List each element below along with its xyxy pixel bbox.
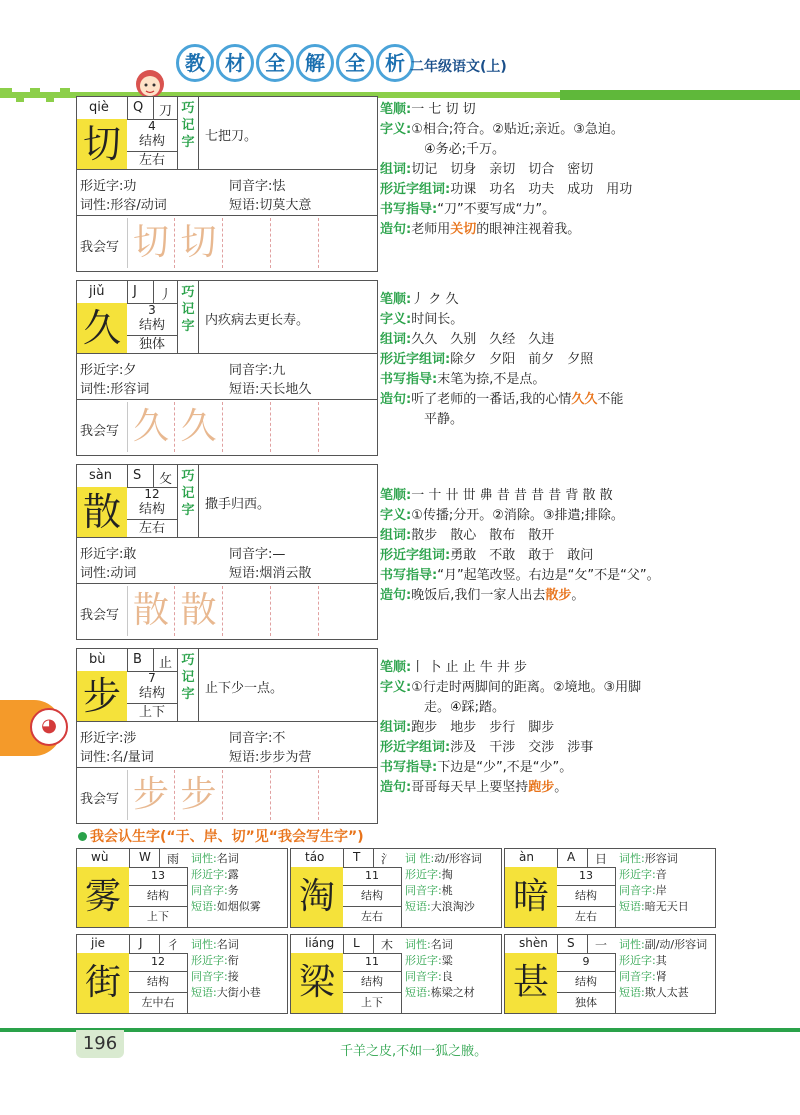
meaning-label: 字义:	[380, 508, 412, 523]
writing-tip-label: 书写指导:	[380, 202, 438, 217]
pinyin-row	[77, 97, 177, 119]
char-entry-3	[76, 648, 378, 824]
card-pinyin-row	[77, 935, 187, 954]
pos-label: 词性:	[405, 938, 431, 951]
stroke-count: 7	[148, 671, 156, 685]
pos-value: 副/动/形容词	[644, 938, 708, 951]
card-info	[405, 937, 501, 1001]
stroke-count: 13	[557, 867, 615, 886]
similar-value: 粱	[441, 954, 453, 967]
words: 跑步 地步 步行 脚步	[411, 720, 555, 735]
char-details-2	[380, 486, 700, 606]
sentence-a: 晚饭后,我们一家人出去	[411, 588, 546, 603]
sentence-a: 哥哥每天早上要坚持	[411, 780, 529, 795]
card-structure	[129, 867, 188, 927]
radical: 攵	[159, 472, 173, 487]
index-letter: T	[353, 850, 361, 864]
pos-value: 名词	[216, 938, 239, 951]
writing-tip: 下边是“少”,不是“少”。	[437, 760, 573, 775]
structure-value: 左右	[361, 910, 383, 923]
header-badge-6: 析	[376, 44, 414, 82]
stroke-count: 12	[144, 487, 160, 501]
structure-label: 结构	[343, 972, 401, 993]
char-structure	[127, 303, 177, 353]
meaning: ①传播;分开。②消除。③排遣;排除。	[411, 508, 624, 523]
main-character: 切	[77, 119, 127, 169]
meaning-cont: 走。④踩;踏。	[424, 700, 506, 715]
stroke-order: 一 十 卄 丗 丳 昔 昔 昔 昔 背 散 散	[411, 488, 613, 503]
page-number: 196	[76, 1030, 124, 1058]
phrase-label: 短语:	[191, 986, 217, 999]
structure-label: 结构	[138, 134, 165, 149]
similar-words: 除夕 夕阳 前夕 夕照	[450, 352, 594, 367]
similar-char: 形近字:敢	[80, 547, 137, 562]
trace-char: 久	[175, 402, 223, 452]
writing-tip: 末笔为捺,不是点。	[437, 372, 546, 387]
structure-value: 左右	[127, 519, 177, 537]
sentence-label: 造句:	[380, 780, 412, 795]
card-info	[619, 851, 715, 915]
radical: 丿	[159, 288, 173, 303]
pinyin: qiè	[89, 100, 109, 115]
writing-tip-label: 书写指导:	[380, 568, 438, 583]
stroke-count: 3	[148, 303, 156, 317]
similar-words: 功课 功名 功夫 成功 用功	[450, 182, 633, 197]
words-label: 组词:	[380, 720, 412, 735]
header-badge-5: 全	[336, 44, 374, 82]
char-info	[77, 353, 377, 400]
structure-value: 上下	[361, 996, 383, 1009]
radical: 止	[159, 656, 173, 671]
phrase-value: 如烟似雾	[216, 900, 261, 913]
meaning: 时间长。	[411, 312, 464, 327]
mnemonic-text: 内疚病去更长寿。	[205, 313, 310, 328]
char-details-0	[380, 100, 700, 240]
homophone-value: 岸	[655, 884, 667, 897]
card-structure	[557, 953, 616, 1013]
similar-label: 形近字:	[191, 954, 228, 967]
similar-value: 其	[655, 954, 667, 967]
homophone: 同音字:不	[229, 731, 286, 746]
trace-char: 步	[127, 770, 175, 820]
sentence-b: 。	[554, 780, 568, 795]
mnemonic-tag: 巧记字	[177, 281, 199, 353]
pinyin: jiǔ	[89, 284, 105, 299]
stroke-order-label: 笔顺:	[380, 660, 412, 675]
structure-value: 左右	[127, 151, 177, 169]
sentence-b: 不能	[597, 392, 624, 407]
structure-value: 独体	[127, 335, 177, 353]
header-badge-4: 解	[296, 44, 334, 82]
homophone-label: 同音字:	[191, 970, 228, 983]
radical: 日	[595, 852, 608, 866]
homophone-value: 桃	[441, 884, 453, 897]
main-character: 散	[77, 487, 127, 537]
stroke-order: 丨 卜 止 止 牛 井 步	[411, 660, 527, 675]
meaning: ①相合;符合。②贴近;亲近。③急迫。	[411, 122, 624, 137]
card-info	[191, 851, 287, 915]
practice-cell[interactable]	[319, 770, 375, 820]
card-structure	[343, 953, 402, 1013]
card-pinyin-row	[291, 849, 401, 868]
mnemonic-tag: 巧记字	[177, 97, 199, 169]
similar-char: 形近字:夕	[80, 363, 137, 378]
structure-value: 上下	[127, 703, 177, 721]
char-entry-2	[76, 464, 378, 640]
homophone-label: 同音字:	[405, 970, 442, 983]
homophone-value: 良	[441, 970, 453, 983]
practice-cell[interactable]	[319, 402, 375, 452]
part-of-speech: 词性:名/量词	[80, 750, 154, 765]
header-badge-2: 材	[216, 44, 254, 82]
card-info	[619, 937, 715, 1001]
practice-cell[interactable]	[319, 218, 375, 268]
sentence-a: 听了老师的一番话,我的心情	[411, 392, 572, 407]
pinyin: àn	[519, 850, 534, 864]
part-of-speech: 词性:形容/动词	[80, 198, 167, 213]
practice-cell[interactable]	[271, 218, 319, 268]
phrase: 短语:步步为营	[229, 750, 312, 765]
similar-words-label: 形近字组词:	[380, 740, 451, 755]
trace-char: 散	[175, 586, 223, 636]
page-header	[0, 30, 800, 90]
phrase-value: 栋梁之材	[430, 986, 475, 999]
char-structure	[127, 671, 177, 721]
similar-label: 形近字:	[191, 868, 228, 881]
card-structure	[129, 953, 188, 1013]
similar-value: 掏	[441, 868, 453, 881]
sentence-a: 老师用	[411, 222, 451, 237]
structure-label: 结构	[557, 972, 615, 993]
card-character: 暗	[505, 867, 557, 927]
main-character: 久	[77, 303, 127, 353]
index-letter: B	[133, 652, 142, 667]
side-tab	[0, 700, 62, 756]
sentence-label: 造句:	[380, 222, 412, 237]
pos-label: 词性:	[191, 852, 217, 865]
writing-tip-label: 书写指导:	[380, 372, 438, 387]
homophone: 同音字:怯	[229, 179, 286, 194]
mnemonic-text: 止下少一点。	[205, 681, 284, 696]
structure-label: 结构	[557, 886, 615, 907]
pinyin: táo	[305, 850, 325, 864]
meaning-label: 字义:	[380, 312, 412, 327]
practice-cell[interactable]	[223, 586, 271, 636]
structure-value: 独体	[575, 996, 597, 1009]
card-character: 街	[77, 953, 129, 1013]
index-letter: S	[133, 468, 142, 483]
pinyin: wù	[91, 850, 109, 864]
writing-tip: “月”起笔改竖。右边是“攵”不是“父”。	[437, 568, 660, 583]
sentence-label: 造句:	[380, 392, 412, 407]
pinyin: bù	[89, 652, 106, 667]
homophone-value: 务	[227, 884, 239, 897]
writing-practice	[77, 767, 377, 824]
bullet-dot-icon	[78, 832, 87, 841]
card-pinyin-row	[505, 935, 615, 954]
trace-char: 步	[175, 770, 223, 820]
pinyin-row	[77, 281, 177, 303]
phrase: 短语:天长地久	[229, 382, 312, 397]
similar-words-label: 形近字组词:	[380, 352, 451, 367]
section-title-text: 我会认生字(“于、岸、切”见“我会写生字”)	[90, 829, 364, 845]
phrase: 短语:切莫大意	[229, 198, 312, 213]
similar-label: 形近字:	[619, 868, 656, 881]
pinyin-row	[77, 465, 177, 487]
trace-char: 切	[127, 218, 175, 268]
trace-char: 久	[127, 402, 175, 452]
practice-cell[interactable]	[223, 402, 271, 452]
phrase-value: 大街小巷	[216, 986, 261, 999]
phrase-label: 短语:	[191, 900, 217, 913]
phrase-label: 短语:	[619, 900, 645, 913]
meaning: ①行走时两脚间的距离。②境地。③用脚	[411, 680, 642, 695]
similar-words: 涉及 干涉 交涉 涉事	[450, 740, 594, 755]
structure-value: 上下	[147, 910, 169, 923]
sentence-label: 造句:	[380, 588, 412, 603]
header-subtitle: 二年级语文(上)	[410, 59, 507, 75]
char-structure	[127, 119, 177, 169]
index-letter: S	[567, 936, 575, 950]
writing-practice	[77, 215, 377, 272]
write-label: 我会写	[80, 424, 120, 439]
write-label: 我会写	[80, 608, 120, 623]
phrase-value: 大浪淘沙	[430, 900, 475, 913]
meaning-label: 字义:	[380, 680, 412, 695]
recognize-card-1	[290, 848, 502, 928]
homophone-label: 同音字:	[619, 884, 656, 897]
pos-label: 词性:	[191, 938, 217, 951]
card-character: 雾	[77, 867, 129, 927]
card-pinyin-row	[505, 849, 615, 868]
writing-tip: “刀”不要写成“力”。	[437, 202, 556, 217]
card-pinyin-row	[77, 849, 187, 868]
similar-label: 形近字:	[405, 954, 442, 967]
sentence-b: 的眼神注视着我。	[476, 222, 581, 237]
pos-value: 动/形容词	[434, 852, 482, 865]
structure-label: 结构	[129, 972, 187, 993]
words: 久久 久别 久经 久违	[411, 332, 555, 347]
char-info	[77, 169, 377, 216]
write-label: 我会写	[80, 792, 120, 807]
pos-label: 词性:	[619, 852, 645, 865]
mnemonic-tag: 巧记字	[177, 649, 199, 721]
pinyin-row	[77, 649, 177, 671]
trace-char: 散	[127, 586, 175, 636]
similar-value: 衔	[227, 954, 239, 967]
header-badge-3: 全	[256, 44, 294, 82]
radical: 氵	[381, 852, 394, 866]
card-structure	[343, 867, 402, 927]
mnemonic-tag: 巧记字	[177, 465, 199, 537]
homophone: 同音字:—	[229, 547, 286, 562]
part-of-speech: 词性:形容词	[80, 382, 150, 397]
radical: 一	[595, 938, 608, 952]
index-letter: L	[353, 936, 360, 950]
stroke-count: 4	[148, 119, 156, 133]
pinyin: shèn	[519, 936, 548, 950]
sentence-highlight: 散步	[545, 588, 572, 603]
similar-char: 形近字:涉	[80, 731, 137, 746]
words: 切记 切身 亲切 切合 密切	[411, 162, 594, 177]
radical: 木	[381, 938, 394, 952]
writing-tip-label: 书写指导:	[380, 760, 438, 775]
stroke-order-label: 笔顺:	[380, 292, 412, 307]
char-details-1	[380, 290, 700, 430]
meaning-label: 字义:	[380, 122, 412, 137]
structure-label: 结构	[129, 886, 187, 907]
card-info	[191, 937, 287, 1001]
sentence-cont: 平静。	[424, 412, 464, 427]
structure-label: 结构	[138, 686, 165, 701]
stroke-count: 13	[129, 867, 187, 886]
card-character: 淘	[291, 867, 343, 927]
homophone: 同音字:九	[229, 363, 286, 378]
stroke-order-label: 笔顺:	[380, 102, 412, 117]
meaning-cont: ④务必;千万。	[424, 142, 506, 157]
card-structure	[557, 867, 616, 927]
structure-label: 结构	[138, 502, 165, 517]
similar-words-label: 形近字组词:	[380, 548, 451, 563]
words-label: 组词:	[380, 528, 412, 543]
sentence-highlight: 跑步	[528, 780, 555, 795]
card-pinyin-row	[291, 935, 401, 954]
phrase: 短语:烟消云散	[229, 566, 312, 581]
practice-cell[interactable]	[319, 586, 375, 636]
stroke-count: 9	[557, 953, 615, 972]
structure-value: 左右	[575, 910, 597, 923]
sentence-highlight: 久久	[571, 392, 598, 407]
char-details-3	[380, 658, 700, 798]
phrase-label: 短语:	[405, 900, 431, 913]
similar-words: 勇敢 不敢 敢于 敢问	[450, 548, 594, 563]
write-label: 我会写	[80, 240, 120, 255]
homophone-value: 肾	[655, 970, 667, 983]
similar-words-label: 形近字组词:	[380, 182, 451, 197]
radical: 雨	[167, 852, 180, 866]
similar-value: 露	[227, 868, 239, 881]
pos-value: 名词	[216, 852, 239, 865]
section-title	[78, 826, 364, 846]
char-entry-0	[76, 96, 378, 272]
index-letter: J	[133, 284, 137, 299]
radical: 刀	[159, 104, 173, 119]
practice-cell[interactable]	[271, 402, 319, 452]
pinyin: jie	[91, 936, 106, 950]
structure-value: 左中右	[141, 996, 175, 1009]
stroke-count: 11	[343, 867, 401, 886]
homophone-label: 同音字:	[191, 884, 228, 897]
stroke-order-label: 笔顺:	[380, 488, 412, 503]
recognize-card-2	[504, 848, 716, 928]
radical: 彳	[167, 938, 180, 952]
structure-label: 结构	[343, 886, 401, 907]
char-info	[77, 721, 377, 768]
pos-label: 词 性:	[405, 852, 435, 865]
practice-cell[interactable]	[223, 218, 271, 268]
char-entry-1	[76, 280, 378, 456]
words-label: 组词:	[380, 162, 412, 177]
pos-value: 名词	[430, 938, 453, 951]
words-label: 组词:	[380, 332, 412, 347]
recognize-card-4	[290, 934, 502, 1014]
sentence-highlight: 关切	[450, 222, 477, 237]
words: 散步 散心 散布 散开	[411, 528, 555, 543]
phrase-label: 短语:	[619, 986, 645, 999]
pinyin: sàn	[89, 468, 112, 483]
stroke-count: 12	[129, 953, 187, 972]
similar-label: 形近字:	[405, 868, 442, 881]
index-letter: W	[139, 850, 151, 864]
card-info	[405, 851, 501, 915]
recognize-card-3	[76, 934, 288, 1014]
sentence-b: 。	[571, 588, 585, 603]
pos-value: 形容词	[644, 852, 678, 865]
practice-cell[interactable]	[223, 770, 271, 820]
similar-label: 形近字:	[619, 954, 656, 967]
stroke-order: 一 七 切 切	[411, 102, 476, 117]
writing-practice	[77, 399, 377, 456]
char-info	[77, 537, 377, 584]
card-character: 甚	[505, 953, 557, 1013]
stroke-order: 丿 ク 久	[411, 292, 459, 307]
similar-char: 形近字:功	[80, 179, 137, 194]
structure-label: 结构	[138, 318, 165, 333]
practice-cell[interactable]	[271, 586, 319, 636]
homophone-label: 同音字:	[405, 884, 442, 897]
main-character: 步	[77, 671, 127, 721]
homophone-label: 同音字:	[619, 970, 656, 983]
writing-practice	[77, 583, 377, 640]
recognize-card-0	[76, 848, 288, 928]
footer-proverb: 千羊之皮,不如一狐之腋。	[340, 1044, 488, 1059]
phrase-value: 暗无天日	[644, 900, 689, 913]
index-letter: Q	[133, 100, 144, 115]
index-letter: J	[139, 936, 143, 950]
stroke-count: 11	[343, 953, 401, 972]
card-character: 梁	[291, 953, 343, 1013]
trace-char: 切	[175, 218, 223, 268]
phrase-value: 欺人太甚	[644, 986, 689, 999]
header-badge-1: 教	[176, 44, 214, 82]
fox-mascot-icon: ◕	[30, 708, 68, 746]
phrase-label: 短语:	[405, 986, 431, 999]
part-of-speech: 词性:动词	[80, 566, 137, 581]
index-letter: A	[567, 850, 576, 864]
mnemonic-text: 七把刀。	[205, 129, 258, 144]
pos-label: 词性:	[619, 938, 645, 951]
recognize-card-5	[504, 934, 716, 1014]
mnemonic-text: 撒手归西。	[205, 497, 271, 512]
similar-value: 音	[655, 868, 667, 881]
char-structure	[127, 487, 177, 537]
pinyin: liáng	[305, 936, 335, 950]
practice-cell[interactable]	[271, 770, 319, 820]
homophone-value: 接	[227, 970, 239, 983]
